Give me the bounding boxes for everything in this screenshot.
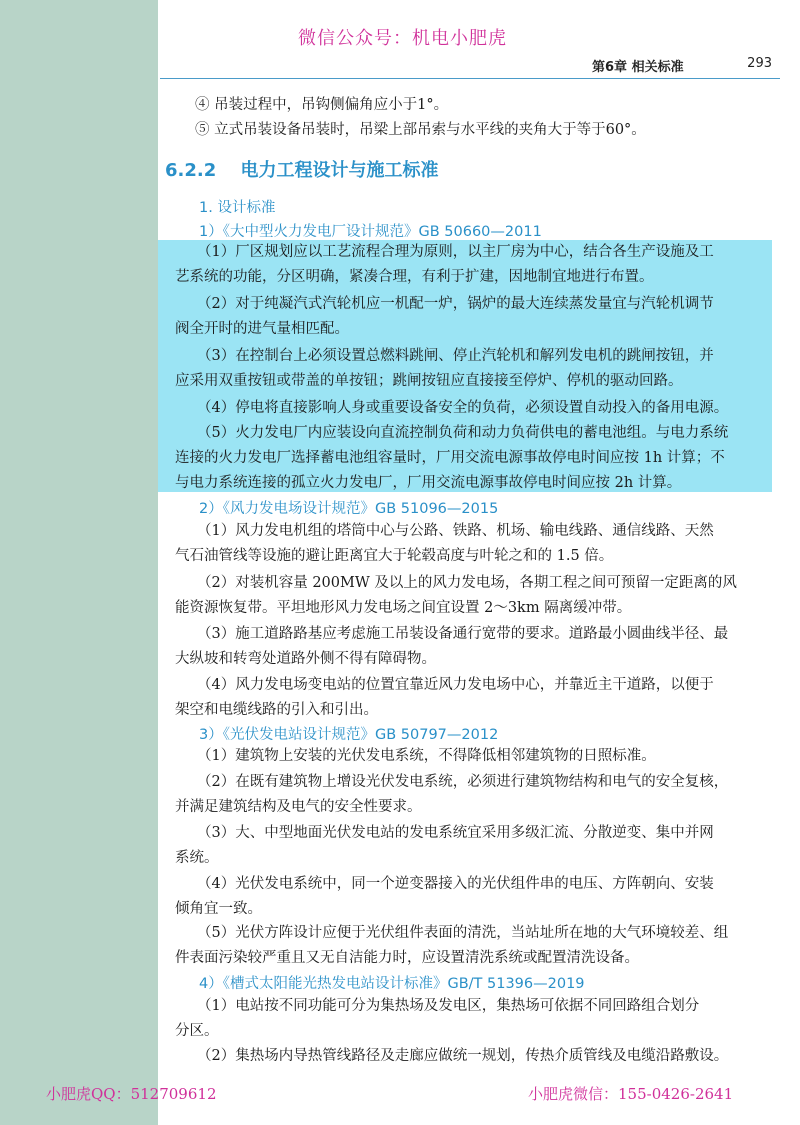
section-title xyxy=(165,156,439,182)
running-head xyxy=(592,56,772,75)
paragraph xyxy=(175,571,773,621)
footer-wechat: 小肥虎微信：155-0426-2641 xyxy=(528,1085,734,1103)
intro-item: ⑤ 立式吊装设备吊装时，吊梁上部吊索与水平线的夹角大于等于60°。 xyxy=(195,122,646,138)
paragraph-line: （1）建筑物上安装的光伏发电系统，不得降低相邻建筑物的日照标准。 xyxy=(197,748,656,764)
paragraph-line: 连接的火力发电厂选择蓄电池组容量时，厂用交流电源事故停电时间应按 1h 计算；不 xyxy=(175,450,725,466)
paragraph xyxy=(175,519,773,569)
paragraph-line: 架空和电缆线路的引入和引出。 xyxy=(175,702,378,718)
section-heading: 电力工程设计与施工标准 xyxy=(240,160,439,181)
paragraph xyxy=(175,921,773,971)
paragraph-line: 阀全开时的进气量相匹配。 xyxy=(175,321,349,337)
paragraph-line: （2）对装机容量 200MW 及以上的风力发电场，各期工程之间可预留一定距离的风 xyxy=(197,575,737,591)
paragraph-line: 并满足建筑结构及电气的安全性要求。 xyxy=(175,799,422,815)
paragraph-line: 系统。 xyxy=(175,850,219,866)
paragraph xyxy=(175,673,773,723)
page-number: 293 xyxy=(747,56,772,71)
paragraph xyxy=(175,1044,773,1069)
paragraph xyxy=(175,770,773,820)
paragraph xyxy=(175,994,773,1044)
paragraph xyxy=(175,872,773,922)
paragraph-line: 大纵坡和转弯处道路外侧不得有障碍物。 xyxy=(175,651,436,667)
standard-heading: 4）《槽式太阳能光热发电站设计标准》GB/T 51396—2019 xyxy=(199,976,585,992)
paragraph xyxy=(175,292,773,342)
paragraph-line: 艺系统的功能，分区明确，紧凑合理，有利于扩建，因地制宜地进行布置。 xyxy=(175,269,654,285)
standard-heading: 2）《风力发电场设计规范》GB 51096—2015 xyxy=(199,501,499,517)
paragraph-line: （5）光伏方阵设计应便于光伏组件表面的清洗，当站址所在地的大气环境较差、组 xyxy=(197,925,729,941)
section-number: 6.2.2 xyxy=(165,160,217,181)
paragraph-line: （3）施工道路路基应考虑施工吊装设备通行宽带的要求。道路最小圆曲线半径、最 xyxy=(197,626,729,642)
intro-item: ④ 吊装过程中，吊钩侧偏角应小于1°。 xyxy=(195,97,449,113)
paragraph-line: 与电力系统连接的孤立火力发电厂，厂用交流电源事故停电时间应按 2h 计算。 xyxy=(175,475,682,491)
paragraph-line: 能资源恢复带。平坦地形风力发电场之间宜设置 2～3km 隔离缓冲带。 xyxy=(175,600,632,616)
header-rule xyxy=(160,78,780,79)
paragraph-line: （4）光伏发电系统中，同一个逆变器接入的光伏组件串的电压、方阵朝向、安装 xyxy=(197,876,714,892)
standard-heading: 3）《光伏发电站设计规范》GB 50797—2012 xyxy=(199,727,499,743)
paragraph xyxy=(175,344,773,394)
page-edge-band xyxy=(0,0,158,1125)
paragraph xyxy=(175,421,773,496)
paragraph-line: 应采用双重按钮或带盖的单按钮；跳闸按钮应直接接至停炉、停机的驱动回路。 xyxy=(175,373,683,389)
paragraph-line: 件表面污染较严重且又无自洁能力时，应设置清洗系统或配置清洗设备。 xyxy=(175,950,639,966)
paragraph-line: （4）风力发电场变电站的位置宜靠近风力发电场中心，并靠近主干道路，以便于 xyxy=(197,677,714,693)
standard-heading: 1）《大中型火力发电厂设计规范》GB 50660—2011 xyxy=(199,224,542,240)
paragraph-line: 分区。 xyxy=(175,1023,219,1039)
paragraph-line: （2）在既有建筑物上增设光伏发电系统，必须进行建筑物结构和电气的安全复核， xyxy=(197,774,729,790)
paragraph xyxy=(175,744,773,769)
watermark-top: 微信公众号：机电小肥虎 xyxy=(298,28,507,49)
paragraph xyxy=(175,396,773,421)
paragraph-line: （4）停电将直接影响人身或重要设备安全的负荷，必须设置自动投入的备用电源。 xyxy=(197,400,729,416)
paragraph-line: （3）在控制台上必须设置总燃料跳闸、停止汽轮机和解列发电机的跳闸按钮，并 xyxy=(197,348,714,364)
design-standards-heading: 1. 设计标准 xyxy=(199,200,276,216)
paragraph-line: （2）集热场内导热管线路径及走廊应做统一规划，传热介质管线及电缆沿路敷设。 xyxy=(197,1048,729,1064)
footer-qq: 小肥虎QQ：512709612 xyxy=(46,1085,217,1103)
paragraph-line: （1）电站按不同功能可分为集热场及发电区，集热场可依据不同回路组合划分 xyxy=(197,998,700,1014)
paragraph xyxy=(175,240,773,290)
paragraph-line: （1）风力发电机组的塔筒中心与公路、铁路、机场、输电线路、通信线路、天然 xyxy=(197,523,714,539)
paragraph-line: （2）对于纯凝汽式汽轮机应一机配一炉，锅炉的最大连续蒸发量宜与汽轮机调节 xyxy=(197,296,714,312)
paragraph xyxy=(175,821,773,871)
chapter-label: 第6章 相关标准 xyxy=(592,60,684,75)
paragraph xyxy=(175,622,773,672)
paragraph-line: （3）大、中型地面光伏发电站的发电系统宜采用多级汇流、分散逆变、集中并网 xyxy=(197,825,714,841)
paragraph-line: 气石油管线等设施的避让距离宜大于轮毂高度与叶轮之和的 1.5 倍。 xyxy=(175,548,614,564)
paragraph-line: 倾角宜一致。 xyxy=(175,901,262,917)
paragraph-line: （1）厂区规划应以工艺流程合理为原则，以主厂房为中心，结合各生产设施及工 xyxy=(197,244,714,260)
paragraph-line: （5）火力发电厂内应装设向直流控制负荷和动力负荷供电的蓄电池组。与电力系统 xyxy=(197,425,729,441)
